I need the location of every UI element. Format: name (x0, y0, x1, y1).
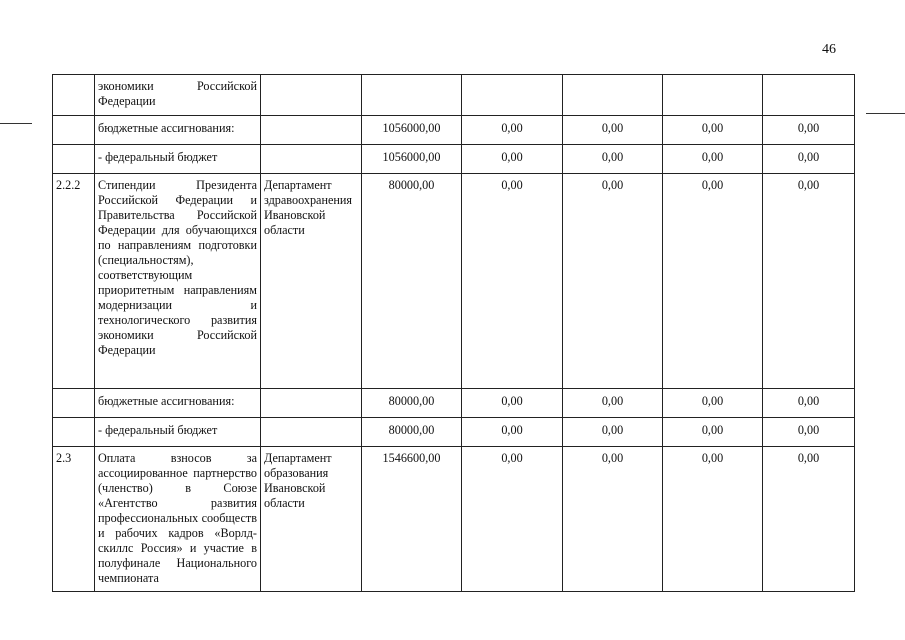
row-value-3: 0,00 (563, 389, 663, 418)
row-value-2: 0,00 (462, 389, 563, 418)
row-value-4: 0,00 (663, 145, 763, 174)
row-value-4: 0,00 (663, 174, 763, 389)
table-row (53, 174, 855, 389)
row-code (53, 389, 95, 418)
row-value-5: 0,00 (763, 447, 855, 592)
row-executor (261, 75, 362, 116)
row-value-3: 0,00 (563, 447, 663, 592)
table-row (53, 116, 855, 145)
row-name: - федеральный бюджет (95, 145, 261, 174)
row-value-5: 0,00 (763, 145, 855, 174)
table-row (53, 447, 855, 592)
row-value-2: 0,00 (462, 447, 563, 592)
table-row (53, 389, 855, 418)
row-value-5: 0,00 (763, 389, 855, 418)
row-executor (261, 116, 362, 145)
row-value-total: 80000,00 (362, 174, 462, 389)
row-value-3 (563, 75, 663, 116)
row-value-5: 0,00 (763, 116, 855, 145)
row-value-4: 0,00 (663, 447, 763, 592)
row-executor: Департамент здравоохранения Ивановской области (261, 174, 362, 389)
row-value-2: 0,00 (462, 174, 563, 389)
row-executor (261, 145, 362, 174)
row-value-5: 0,00 (763, 418, 855, 447)
row-value-2: 0,00 (462, 145, 563, 174)
row-value-2: 0,00 (462, 418, 563, 447)
row-value-4: 0,00 (663, 389, 763, 418)
row-value-5: 0,00 (763, 174, 855, 389)
row-value-4: 0,00 (663, 418, 763, 447)
row-value-5 (763, 75, 855, 116)
budget-table (52, 74, 855, 592)
table-row (53, 418, 855, 447)
row-value-4: 0,00 (663, 116, 763, 145)
row-value-total: 1056000,00 (362, 145, 462, 174)
row-value-2 (462, 75, 563, 116)
row-code (53, 418, 95, 447)
row-value-2: 0,00 (462, 116, 563, 145)
row-value-total (362, 75, 462, 116)
row-value-total: 1546600,00 (362, 447, 462, 592)
table-row (53, 75, 855, 116)
table-row (53, 145, 855, 174)
page-number: 46 (822, 42, 836, 57)
row-executor: Департамент образования Ивановской области (261, 447, 362, 592)
row-name: - федеральный бюджет (95, 418, 261, 447)
row-name: экономики Российской Федерации (95, 75, 261, 116)
row-name: Оплата взносов за ассоциированное партнерство (членство) в Союзе «Агентство развития профессиональных сообществ и рабочих кадров «Ворлд-скиллс Россия» и участие в полуфинале Национального чемпионата (95, 447, 261, 592)
row-code: 2.2.2 (53, 174, 95, 389)
row-code (53, 145, 95, 174)
margin-mark-left (0, 123, 32, 124)
row-value-4 (663, 75, 763, 116)
row-name: бюджетные ассигнования: (95, 389, 261, 418)
row-executor (261, 389, 362, 418)
row-value-total: 80000,00 (362, 418, 462, 447)
margin-mark-right (866, 113, 905, 114)
row-value-3: 0,00 (563, 174, 663, 389)
row-code: 2.3 (53, 447, 95, 592)
row-code (53, 75, 95, 116)
row-value-total: 1056000,00 (362, 116, 462, 145)
row-value-3: 0,00 (563, 145, 663, 174)
row-name: бюджетные ассигнования: (95, 116, 261, 145)
row-code (53, 116, 95, 145)
row-executor (261, 418, 362, 447)
row-value-total: 80000,00 (362, 389, 462, 418)
row-value-3: 0,00 (563, 116, 663, 145)
row-value-3: 0,00 (563, 418, 663, 447)
row-name: Стипендии Президента Российской Федерации и Правительства Российской Федерации для обучающихся по направлениям подготовки (специальностям), соответствующим приоритетным направлениям модернизации и технологического развития экономики Российской Федерации (95, 174, 261, 389)
